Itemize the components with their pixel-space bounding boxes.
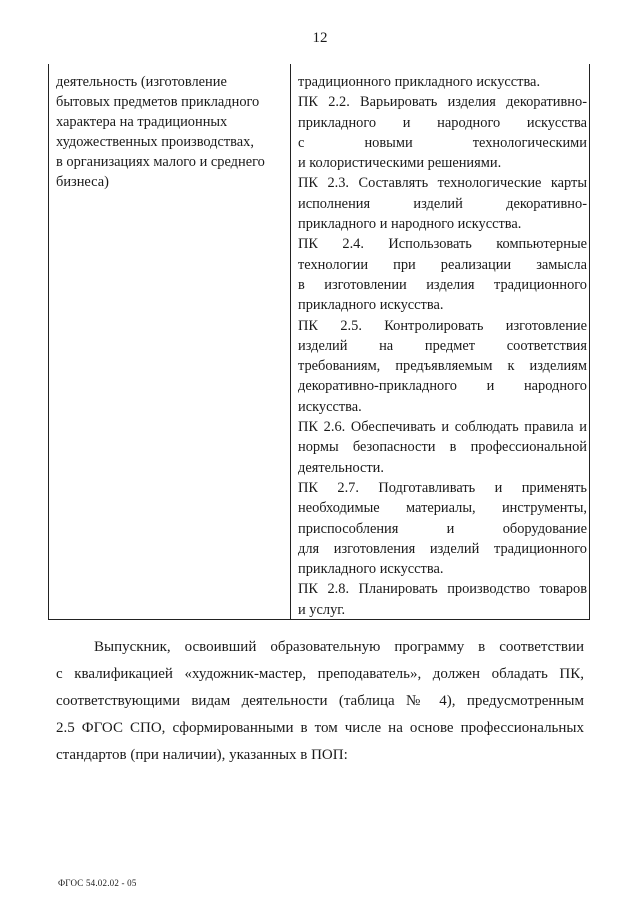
left-cell-line: бизнеса) [56, 174, 109, 190]
right-cell-line: и услуг. [298, 601, 346, 618]
body-paragraph [56, 634, 584, 769]
paragraph-line: стандартов (при наличии), указанных в ПОП: [56, 747, 348, 763]
right-cell-line: ПК 2.8. Планировать производство товаров [298, 581, 587, 598]
right-cell-line: в изготовлении изделия традиционного [298, 276, 587, 293]
right-cell-line: ПК 2.2. Варьировать изделия декоративно- [298, 94, 587, 111]
left-cell-line: деятельность (изготовление [56, 74, 227, 90]
paragraph-line: с квалификацией «художник-мастер, преподаватель», должен обладать ПК, [56, 666, 584, 682]
right-cell-line: ПК 2.6. Обеспечивать и соблюдать правила и [298, 419, 587, 436]
right-cell-line: приспособления и оборудование [298, 520, 587, 537]
right-cell-line: прикладного и народного искусства. [298, 216, 522, 233]
right-cell-line: изделий на предмет соответствия [298, 337, 587, 354]
right-cell-line: декоративно-прикладного и народного [298, 378, 587, 395]
paragraph-line: Выпускник, освоивший образовательную программу в соответствии [94, 639, 584, 655]
right-cell-line: необходимые материалы, инструменты, [298, 500, 587, 517]
right-cell-line: ПК 2.5. Контролировать изготовление [298, 317, 587, 334]
right-cell-line: технологии при реализации замысла [298, 256, 587, 273]
right-cell-line: и колористическими решениями. [298, 155, 502, 172]
paragraph-line: 2.5 ФГОС СПО, сформированными в том числе на основе профессиональных [56, 720, 584, 736]
right-cell-line: ПК 2.7. Подготавливать и применять [298, 479, 587, 496]
right-cell-line: прикладного искусства. [298, 297, 444, 314]
left-cell-line: характера на традиционных [56, 114, 228, 130]
right-cell-line: требованиям, предъявляемым к изделиям [298, 358, 587, 375]
right-cell-line: исполнения изделий декоративно- [298, 195, 587, 212]
table-left-cell [49, 64, 291, 619]
footer-code: ФГОС 54.02.02 - 05 [58, 878, 137, 888]
right-cell-line: для изготовления изделий традиционного [298, 540, 587, 557]
competencies-table [48, 64, 590, 620]
right-cell-line: нормы безопасности в профессиональной [298, 439, 587, 456]
page-number: 12 [312, 30, 328, 46]
right-cell-line: прикладного искусства. [298, 561, 444, 578]
right-cell-line: прикладного и народного искусства [298, 114, 587, 131]
table-right-cell [291, 64, 591, 619]
left-cell-line: в организациях малого и среднего [56, 154, 265, 170]
left-cell-line: художественных производствах, [56, 134, 254, 150]
right-cell-line: искусства. [298, 398, 362, 415]
paragraph-line: соответствующими видам деятельности (таблица № 4), предусмотренным [56, 693, 584, 709]
right-cell-line: традиционного прикладного искусства. [298, 74, 541, 90]
right-cell-line: ПК 2.4. Использовать компьютерные [298, 236, 587, 253]
right-cell-line: деятельности. [298, 459, 384, 476]
right-cell-line: ПК 2.3. Составлять технологические карты [298, 175, 587, 192]
right-cell-line: с новыми технологическими [298, 134, 587, 151]
left-cell-line: бытовых предметов прикладного [56, 94, 260, 110]
